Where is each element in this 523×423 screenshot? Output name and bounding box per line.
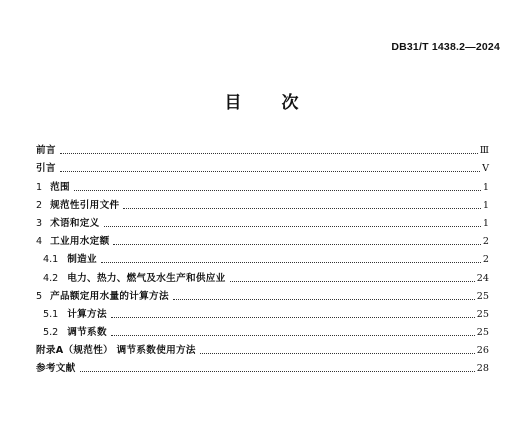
- toc-entry-number: 3: [36, 217, 43, 229]
- dot-leader: [60, 171, 480, 172]
- toc-entry-calculation-method[interactable]: [36, 285, 489, 303]
- dot-leader: [123, 208, 481, 209]
- toc-entry-page: Ⅲ: [479, 145, 489, 157]
- toc-entry-page: Ⅴ: [482, 163, 489, 175]
- toc-entry-calc-method[interactable]: [36, 303, 489, 321]
- toc-entry-number: 2: [36, 199, 43, 211]
- toc-entry-industrial-water-quota[interactable]: [36, 230, 489, 248]
- toc-entry-page: 26: [476, 345, 489, 357]
- toc-entry-page: 2: [482, 236, 489, 248]
- toc-entry-number: 5.2: [43, 327, 59, 339]
- toc-entry-label: 电力、热力、燃气及水生产和供应业: [67, 272, 226, 284]
- toc-entry-terms-definitions[interactable]: [36, 212, 489, 230]
- toc-entry-page: 2: [482, 254, 489, 266]
- toc-entry-label: 工业用水定额: [50, 236, 110, 248]
- toc-entry-label: 计算方法: [67, 308, 107, 320]
- dot-leader: [74, 190, 481, 191]
- toc-entry-page: 1: [482, 199, 489, 211]
- toc-entry-scope[interactable]: [36, 175, 489, 193]
- dot-leader: [60, 153, 478, 154]
- dot-leader: [111, 335, 475, 336]
- toc-entry-page: 1: [482, 181, 489, 193]
- dot-leader: [80, 371, 475, 372]
- toc-entry-number: 4.2: [43, 272, 59, 284]
- toc-entry-label: 制造业: [67, 254, 97, 266]
- toc-entry-page: 28: [476, 363, 489, 375]
- dot-leader: [173, 299, 475, 300]
- table-of-contents: [36, 139, 489, 375]
- toc-entry-number: 1: [36, 181, 43, 193]
- toc-entry-bibliography[interactable]: [36, 357, 489, 375]
- title-char-2: 次: [281, 93, 299, 113]
- title-char-1: 目: [224, 93, 242, 113]
- toc-entry-page: 25: [476, 327, 489, 339]
- toc-entry-number: 4: [36, 236, 43, 248]
- dot-leader: [111, 317, 475, 318]
- toc-entry-foreword[interactable]: [36, 139, 489, 157]
- toc-entry-adjustment-coefficient[interactable]: [36, 321, 489, 339]
- toc-entry-label: 产品额定用水量的计算方法: [50, 290, 169, 302]
- toc-entry-number: 4.1: [43, 254, 59, 266]
- toc-entry-introduction[interactable]: [36, 157, 489, 175]
- dot-leader: [200, 353, 475, 354]
- toc-entry-page: 25: [476, 290, 489, 302]
- dot-leader: [101, 262, 481, 263]
- toc-entry-normative-references[interactable]: [36, 194, 489, 212]
- toc-entry-label: 前言: [36, 145, 56, 157]
- toc-entry-label: 调节系数: [67, 327, 107, 339]
- page-title: [0, 88, 523, 113]
- toc-entry-label: 引言: [36, 163, 56, 175]
- toc-entry-label: 规范性引用文件: [50, 199, 120, 211]
- toc-entry-number: 5: [36, 290, 43, 302]
- toc-entry-utilities[interactable]: [36, 266, 489, 284]
- dot-leader: [104, 226, 481, 227]
- toc-entry-label: 术语和定义: [50, 217, 100, 229]
- toc-entry-label: 附录A（规范性） 调节系数使用方法: [36, 345, 196, 357]
- toc-entry-page: 25: [476, 308, 489, 320]
- document-number: DB31/T 1438.2—2024: [391, 41, 500, 53]
- toc-entry-page: 24: [476, 272, 489, 284]
- toc-entry-appendix-a[interactable]: [36, 339, 489, 357]
- dot-leader: [113, 244, 480, 245]
- toc-entry-manufacturing[interactable]: [36, 248, 489, 266]
- toc-entry-label: 范围: [50, 181, 70, 193]
- toc-entry-label: 参考文献: [36, 363, 76, 375]
- toc-entry-page: 1: [482, 217, 489, 229]
- toc-entry-number: 5.1: [43, 308, 59, 320]
- dot-leader: [230, 281, 475, 282]
